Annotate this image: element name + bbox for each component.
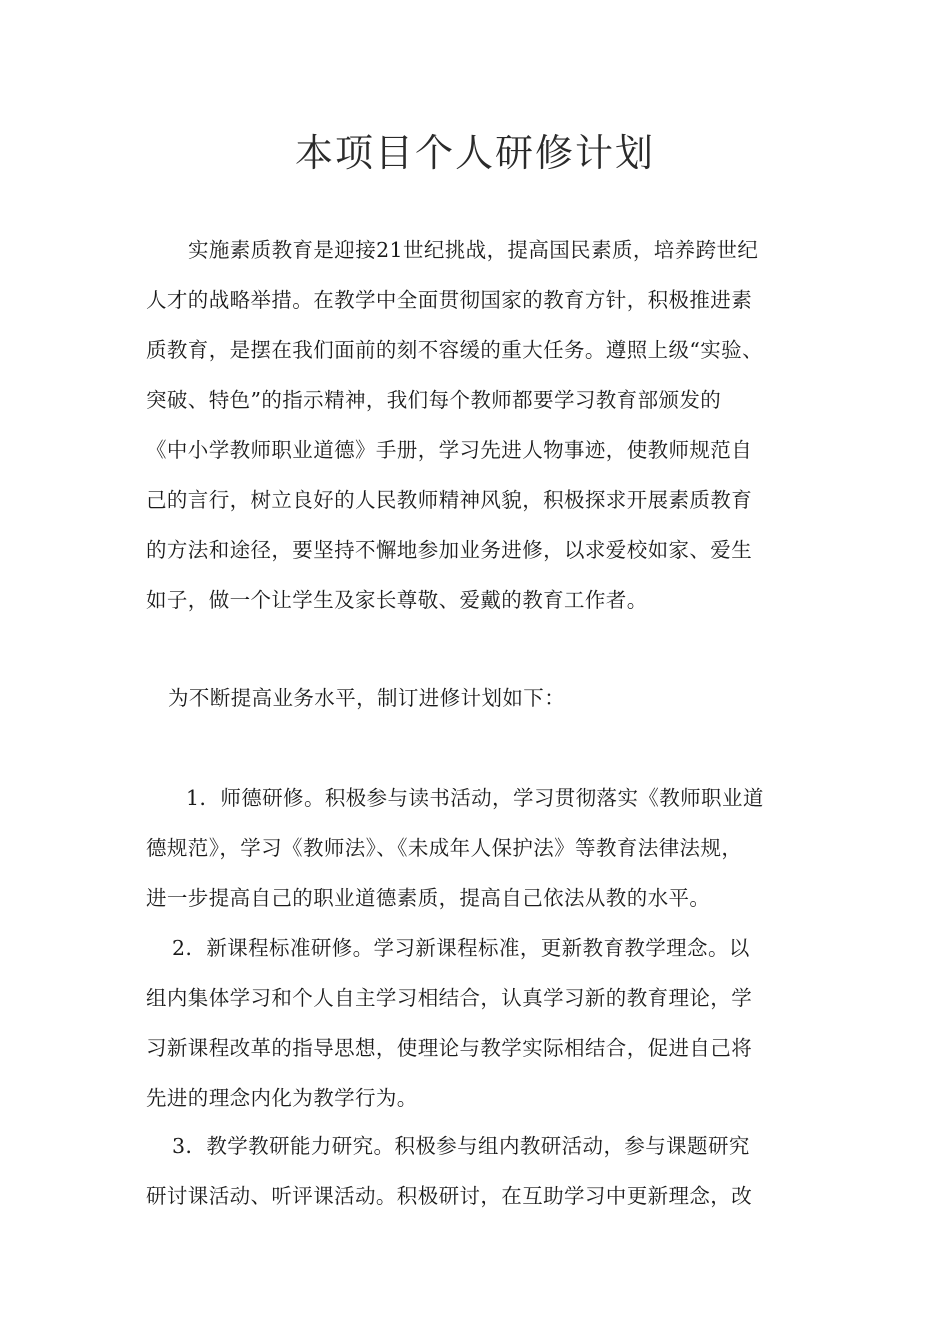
item-2-line: 组内集体学习和个人自主学习相结合，认真学习新的教育理论，学: [146, 986, 753, 1010]
intro-line: 己的言行，树立良好的人民教师精神风貌，积极探求开展素质教育: [146, 488, 753, 512]
intro-line: 实施素质教育是迎接21世纪挑战，提高国民素质，培养跨世纪: [188, 238, 759, 262]
item-2-line: 先进的理念内化为教学行为。: [146, 1086, 418, 1110]
item-1-line: 进一步提高自己的职业道德素质，提高自己依法从教的水平。: [146, 886, 711, 910]
item-3-line: 3．教学教研能力研究。积极参与组内教研活动，参与课题研究: [172, 1134, 750, 1158]
intro-line: 突破、特色”的指示精神，我们每个教师都要学习教育部颁发的: [146, 388, 722, 412]
item-2-line: 习新课程改革的指导思想，使理论与教学实际相结合，促进自己将: [146, 1036, 753, 1060]
item-1-line: 1．师德研修。积极参与读书活动，学习贯彻落实《教师职业道: [186, 786, 764, 810]
intro-line: 的方法和途径，要坚持不懈地参加业务进修，以求爱校如家、爱生: [146, 538, 753, 562]
item-2-line: 2．新课程标准研修。学习新课程标准，更新教育教学理念。以: [172, 936, 750, 960]
intro-line: 《中小学教师职业道德》手册，学习先进人物事迹，使教师规范自: [146, 438, 753, 462]
intro-line: 质教育，是摆在我们面前的刻不容缓的重大任务。遵照上级“实验、: [146, 338, 763, 362]
item-3-line: 研讨课活动、听评课活动。积极研讨，在互助学习中更新理念，改: [146, 1184, 753, 1208]
document-title: 本项目个人研修计划: [294, 131, 655, 175]
intro-line: 如子，做一个让学生及家长尊敬、爱戴的教育工作者。: [146, 588, 648, 612]
plan-intro: 为不断提高业务水平，制订进修计划如下：: [168, 686, 566, 710]
item-1-line: 德规范》，学习《教师法》、《未成年人保护法》等教育法律法规，: [146, 836, 743, 860]
intro-line: 人才的战略举措。在教学中全面贯彻国家的教育方针，积极推进素: [146, 288, 753, 312]
